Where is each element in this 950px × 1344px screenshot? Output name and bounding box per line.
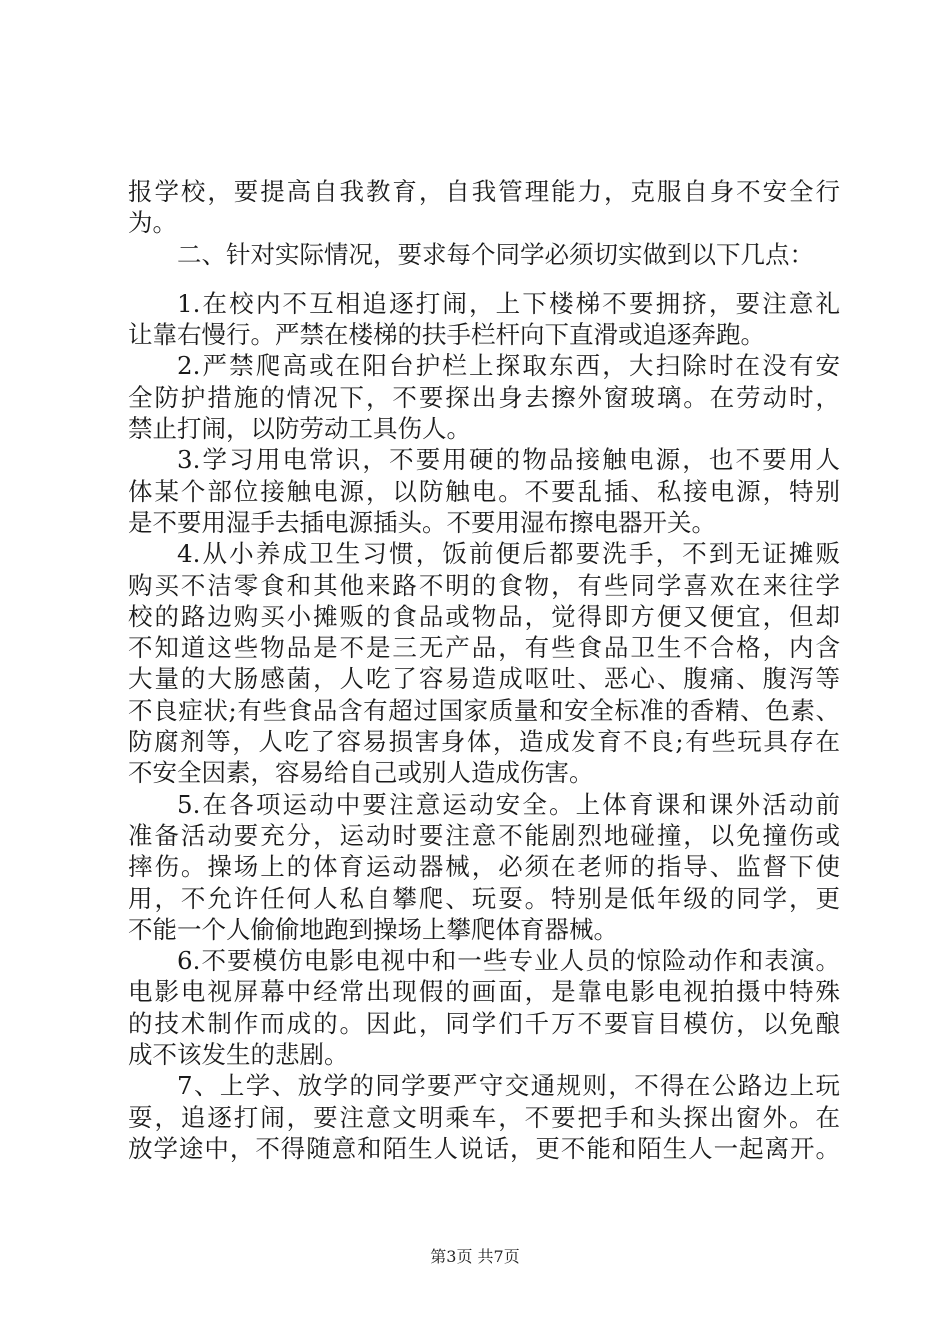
text-line: 不安全因素，容易给自己或别人造成伤害。 (128, 758, 594, 788)
text-line: 不能一个人偷偷地跑到操场上攀爬体育器械。 (128, 914, 618, 944)
text-line: 校的路边购买小摊贩的食品或物品，觉得即方便又便宜，但却 (128, 601, 840, 631)
text-line: 体某个部位接触电源，以防触电。不要乱插、私接电源，特别 (128, 476, 840, 506)
text-line: 二、针对实际情况，要求每个同学必须切实做到以下几点： (177, 239, 814, 269)
text-line: 购买不洁零食和其他来路不明的食物，有些同学喜欢在来往学 (128, 570, 840, 600)
text-line: 的技术制作而成的。因此，同学们千万不要盲目模仿，以免酿 (128, 1008, 840, 1038)
text-line: 报学校，要提高自我教育，自我管理能力，克服自身不安全行 (128, 177, 840, 206)
text-line: 6.不要模仿电影电视中和一些专业人员的惊险动作和表演。 (177, 946, 840, 976)
text-line: 用，不允许任何人私自攀爬、玩耍。特别是低年级的同学，更 (128, 883, 840, 913)
text-line: 为。 (128, 208, 177, 238)
document-body (128, 176, 840, 1164)
text-line: 不知道这些物品是不是三无产品，有些食品卫生不合格，内含 (128, 633, 840, 663)
text-line: 禁止打闹，以防劳动工具伤人。 (128, 414, 471, 444)
text-line: 全防护措施的情况下，不要探出身去擦外窗玻璃。在劳动时， (128, 382, 840, 412)
text-line: 准备活动要充分，运动时要注意不能剧烈地碰撞，以免撞伤或 (128, 820, 840, 850)
text-line: 2.严禁爬高或在阳台护栏上探取东西，大扫除时在没有安 (177, 351, 840, 381)
text-line: 大量的大肠感菌，人吃了容易造成呕吐、恶心、腹痛、腹泻等 (128, 664, 840, 694)
text-line: 耍，追逐打闹，要注意文明乘车，不要把手和头探出窗外。在 (128, 1102, 840, 1132)
text-line: 放学途中，不得随意和陌生人说话，更不能和陌生人一起离开。 (128, 1133, 840, 1163)
rules-block (128, 288, 840, 1164)
text-line: 防腐剂等，人吃了容易损害身体，造成发育不良;有些玩具存在 (128, 727, 840, 757)
text-line: 4.从小养成卫生习惯，饭前便后都要洗手，不到无证摊贩 (177, 539, 840, 569)
text-line: 5.在各项运动中要注意运动安全。上体育课和课外活动前 (177, 789, 840, 819)
text-line: 不良症状;有些食品含有超过国家质量和安全标准的香精、色素、 (128, 695, 840, 725)
text-line: 3.学习用电常识，不要用硬的物品接触电源，也不要用人 (177, 445, 840, 475)
text-line: 7、上学、放学的同学要严守交通规则，不得在公路边上玩 (177, 1071, 840, 1101)
text-line: 是不要用湿手去插电源插头。不要用湿布擦电器开关。 (128, 507, 716, 537)
text-line: 成不该发生的悲剧。 (128, 1040, 349, 1070)
paragraph-gap (128, 270, 840, 288)
text-line: 让靠右慢行。严禁在楼梯的扶手栏杆向下直滑或追逐奔跑。 (128, 320, 765, 350)
text-line: 摔伤。操场上的体育运动器械，必须在老师的指导、监督下使 (128, 852, 840, 882)
intro-block (128, 176, 840, 270)
text-line: 1.在校内不互相追逐打闹，上下楼梯不要拥挤，要注意礼 (177, 288, 840, 318)
page-footer: 第3页 共7页 (430, 1247, 520, 1266)
text-line: 电影电视屏幕中经常出现假的画面，是靠电影电视拍摄中特殊 (128, 977, 840, 1007)
